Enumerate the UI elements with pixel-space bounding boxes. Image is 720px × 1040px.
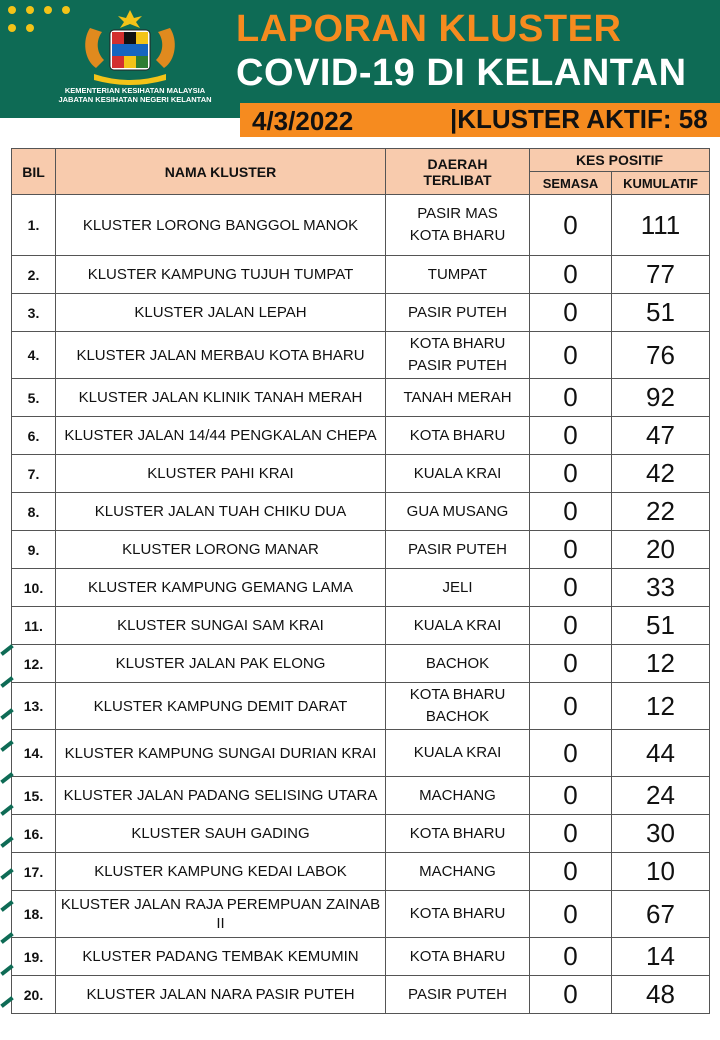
- report-subtitle: COVID-19 DI KELANTAN: [236, 52, 687, 94]
- current-cases: 0: [530, 683, 612, 730]
- row-number: 16.: [12, 815, 56, 853]
- table-row: [12, 815, 710, 853]
- cluster-name: KLUSTER JALAN 14/44 PENGKALAN CHEPA: [56, 417, 386, 455]
- district-cell: [386, 730, 530, 777]
- row-number: 14.: [12, 730, 56, 777]
- table-row: [12, 493, 710, 531]
- district-cell: [386, 531, 530, 569]
- district-name: PASIR MAS: [417, 205, 498, 222]
- current-cases: 0: [530, 379, 612, 417]
- ministry-line-2: JABATAN KESIHATAN NEGERI KELANTAN: [58, 95, 212, 104]
- cumulative-cases: 92: [612, 379, 710, 417]
- current-cases: 0: [530, 853, 612, 891]
- cluster-name: KLUSTER JALAN LEPAH: [56, 294, 386, 332]
- header-semasa: SEMASA: [530, 172, 612, 195]
- current-cases: 0: [530, 294, 612, 332]
- current-cases: 0: [530, 569, 612, 607]
- cluster-table-body: [12, 195, 710, 1014]
- row-number: 13.: [12, 683, 56, 730]
- cluster-table-wrapper: [11, 148, 710, 1014]
- district-name: KUALA KRAI: [413, 744, 502, 761]
- cluster-name: KLUSTER KAMPUNG GEMANG LAMA: [56, 569, 386, 607]
- table-row: [12, 417, 710, 455]
- table-row: [12, 853, 710, 891]
- district-cell: [386, 777, 530, 815]
- district-name: KOTA BHARU: [409, 686, 506, 703]
- ministry-line-1: KEMENTERIAN KESIHATAN MALAYSIA: [64, 86, 206, 95]
- table-row: [12, 777, 710, 815]
- district-name: PASIR PUTEH: [408, 985, 507, 1003]
- cumulative-cases: 47: [612, 417, 710, 455]
- row-number: 6.: [12, 417, 56, 455]
- cluster-name: KLUSTER JALAN PAK ELONG: [56, 645, 386, 683]
- current-cases: 0: [530, 777, 612, 815]
- cluster-name: KLUSTER LORONG MANAR: [56, 531, 386, 569]
- district-cell: [386, 645, 530, 683]
- district-name: TANAH MERAH: [403, 388, 512, 406]
- cluster-name: KLUSTER PAHI KRAI: [56, 455, 386, 493]
- district-cell: [386, 815, 530, 853]
- district-cell: [386, 256, 530, 294]
- cluster-table: [11, 148, 710, 1014]
- district-name: MACHANG: [419, 786, 496, 804]
- current-cases: 0: [530, 938, 612, 976]
- cluster-name: KLUSTER SAUH GADING: [56, 815, 386, 853]
- cumulative-cases: 24: [612, 777, 710, 815]
- table-row: [12, 976, 710, 1014]
- cumulative-cases: 67: [612, 891, 710, 938]
- active-cluster-count: |KLUSTER AKTIF: 58: [450, 104, 708, 134]
- table-row: [12, 195, 710, 256]
- row-number: 20.: [12, 976, 56, 1014]
- district-name: GUA MUSANG: [406, 502, 509, 520]
- district-name: PASIR PUTEH: [408, 540, 507, 558]
- current-cases: 0: [530, 645, 612, 683]
- district-name: KOTA BHARU: [409, 426, 506, 444]
- table-row: [12, 645, 710, 683]
- row-number: 4.: [12, 332, 56, 379]
- current-cases: 0: [530, 256, 612, 294]
- district-name: BACHOK: [425, 708, 490, 725]
- header-daerah: [386, 149, 530, 195]
- coat-of-arms-logo: [74, 6, 186, 86]
- district-cell: [386, 195, 530, 256]
- current-cases: 0: [530, 195, 612, 256]
- district-name: KOTA BHARU: [409, 905, 506, 922]
- cluster-name: KLUSTER KAMPUNG KEDAI LABOK: [56, 853, 386, 891]
- district-name: JELI: [442, 578, 473, 596]
- current-cases: 0: [530, 607, 612, 645]
- table-row: [12, 294, 710, 332]
- current-cases: 0: [530, 493, 612, 531]
- district-cell: [386, 683, 530, 730]
- cluster-name: KLUSTER JALAN TUAH CHIKU DUA: [56, 493, 386, 531]
- row-number: 8.: [12, 493, 56, 531]
- current-cases: 0: [530, 815, 612, 853]
- cluster-name: KLUSTER SUNGAI SAM KRAI: [56, 607, 386, 645]
- decorative-stripes: [0, 640, 12, 1040]
- district-name: KOTA BHARU: [409, 824, 506, 842]
- row-number: 10.: [12, 569, 56, 607]
- header-bil: BIL: [12, 149, 56, 195]
- header-kes-positif: KES POSITIF: [530, 149, 710, 172]
- cumulative-cases: 14: [612, 938, 710, 976]
- district-cell: [386, 332, 530, 379]
- row-number: 15.: [12, 777, 56, 815]
- header-banner: [0, 0, 720, 118]
- row-number: 3.: [12, 294, 56, 332]
- district-name: TUMPAT: [427, 265, 488, 283]
- row-number: 1.: [12, 195, 56, 256]
- table-row: [12, 730, 710, 777]
- district-cell: [386, 294, 530, 332]
- current-cases: 0: [530, 332, 612, 379]
- cumulative-cases: 20: [612, 531, 710, 569]
- row-number: 2.: [12, 256, 56, 294]
- current-cases: 0: [530, 976, 612, 1014]
- table-row: [12, 938, 710, 976]
- table-row: [12, 607, 710, 645]
- district-cell: [386, 891, 530, 938]
- cumulative-cases: 51: [612, 607, 710, 645]
- cluster-name: KLUSTER PADANG TEMBAK KEMUMIN: [56, 938, 386, 976]
- cluster-name: KLUSTER JALAN PADANG SELISING UTARA: [56, 777, 386, 815]
- row-number: 7.: [12, 455, 56, 493]
- decorative-dots: [8, 6, 78, 36]
- cumulative-cases: 10: [612, 853, 710, 891]
- header-nama-kluster: NAMA KLUSTER: [56, 149, 386, 195]
- row-number: 17.: [12, 853, 56, 891]
- table-row: [12, 379, 710, 417]
- header-kumulatif: KUMULATIF: [612, 172, 710, 195]
- table-row: [12, 332, 710, 379]
- cumulative-cases: 12: [612, 683, 710, 730]
- district-name: PASIR PUTEH: [408, 303, 507, 321]
- ministry-caption: [30, 86, 240, 104]
- cluster-name: KLUSTER KAMPUNG TUJUH TUMPAT: [56, 256, 386, 294]
- report-title: LAPORAN KLUSTER: [236, 8, 622, 50]
- header-daerah-line-1: DAERAH: [427, 155, 488, 172]
- row-number: 11.: [12, 607, 56, 645]
- district-name: KUALA KRAI: [413, 616, 502, 634]
- district-cell: [386, 379, 530, 417]
- district-cell: [386, 455, 530, 493]
- row-number: 19.: [12, 938, 56, 976]
- cluster-name: KLUSTER LORONG BANGGOL MANOK: [56, 195, 386, 256]
- district-name: MACHANG: [419, 862, 496, 880]
- current-cases: 0: [530, 891, 612, 938]
- row-number: 9.: [12, 531, 56, 569]
- current-cases: 0: [530, 455, 612, 493]
- table-row: [12, 891, 710, 938]
- district-name: PASIR PUTEH: [408, 357, 507, 374]
- cumulative-cases: 51: [612, 294, 710, 332]
- cluster-name: KLUSTER JALAN MERBAU KOTA BHARU: [56, 332, 386, 379]
- cumulative-cases: 77: [612, 256, 710, 294]
- district-cell: [386, 417, 530, 455]
- cumulative-cases: 111: [612, 195, 710, 256]
- row-number: 12.: [12, 645, 56, 683]
- header-daerah-line-2: TERLIBAT: [423, 171, 492, 188]
- district-name: KOTA BHARU: [409, 335, 506, 352]
- cluster-name: KLUSTER JALAN KLINIK TANAH MERAH: [56, 379, 386, 417]
- cumulative-cases: 44: [612, 730, 710, 777]
- table-row: [12, 569, 710, 607]
- cumulative-cases: 12: [612, 645, 710, 683]
- district-name: KUALA KRAI: [413, 464, 502, 482]
- row-number: 18.: [12, 891, 56, 938]
- cumulative-cases: 76: [612, 332, 710, 379]
- table-row: [12, 683, 710, 730]
- current-cases: 0: [530, 417, 612, 455]
- district-cell: [386, 853, 530, 891]
- cumulative-cases: 33: [612, 569, 710, 607]
- cluster-name: KLUSTER JALAN NARA PASIR PUTEH: [56, 976, 386, 1014]
- row-number: 5.: [12, 379, 56, 417]
- cluster-name: KLUSTER KAMPUNG SUNGAI DURIAN KRAI: [56, 730, 386, 777]
- cumulative-cases: 22: [612, 493, 710, 531]
- district-name: BACHOK: [425, 654, 490, 672]
- cumulative-cases: 42: [612, 455, 710, 493]
- report-date: 4/3/2022: [252, 106, 354, 136]
- table-row: [12, 455, 710, 493]
- cluster-name: KLUSTER KAMPUNG DEMIT DARAT: [56, 683, 386, 730]
- cluster-name: KLUSTER JALAN RAJA PEREMPUAN ZAINAB II: [56, 891, 386, 938]
- district-cell: [386, 607, 530, 645]
- district-cell: [386, 493, 530, 531]
- table-row: [12, 256, 710, 294]
- cumulative-cases: 48: [612, 976, 710, 1014]
- district-cell: [386, 569, 530, 607]
- current-cases: 0: [530, 730, 612, 777]
- cumulative-cases: 30: [612, 815, 710, 853]
- district-name: KOTA BHARU: [409, 227, 506, 244]
- table-row: [12, 531, 710, 569]
- district-cell: [386, 976, 530, 1014]
- district-name: KOTA BHARU: [409, 947, 506, 965]
- current-cases: 0: [530, 531, 612, 569]
- district-cell: [386, 938, 530, 976]
